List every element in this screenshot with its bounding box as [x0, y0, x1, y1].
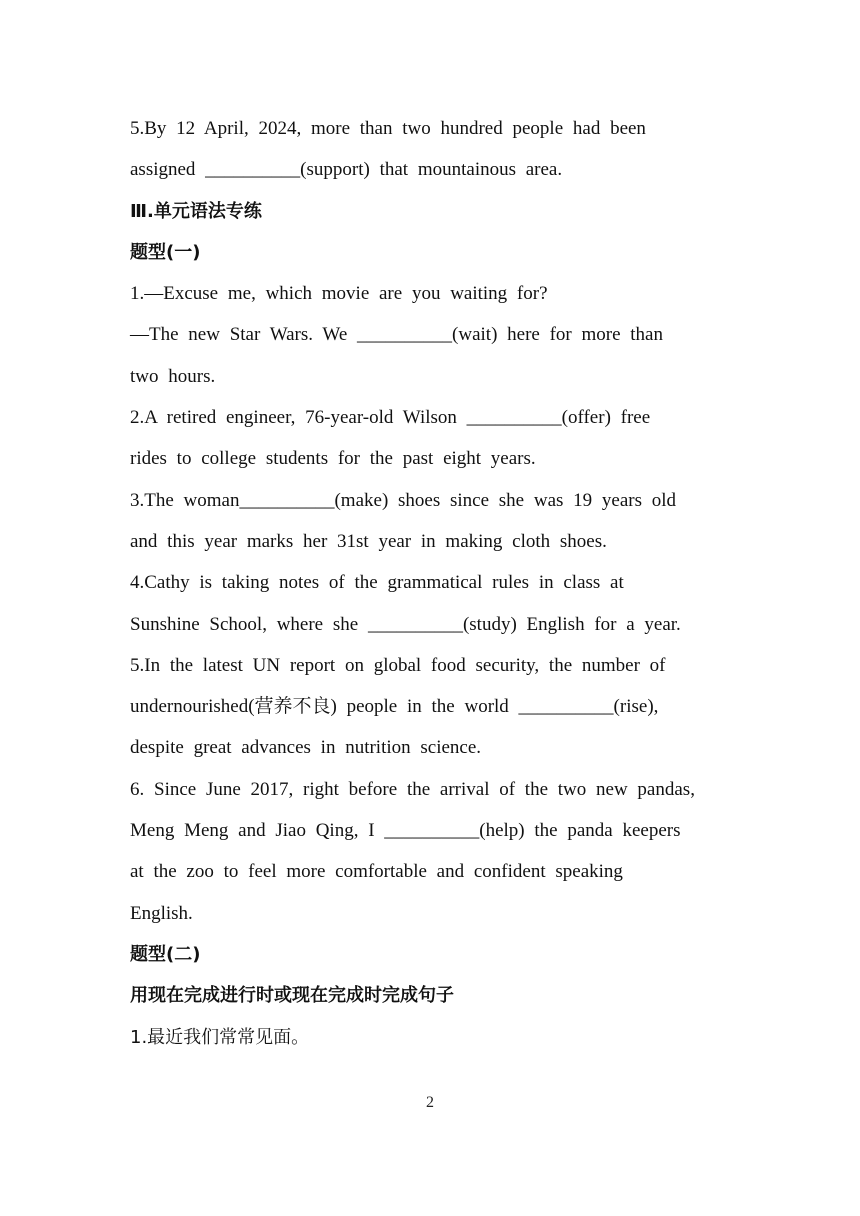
question-type-heading: 题型(二) [130, 943, 201, 965]
text-line: 2.A retired engineer, 76-year-old Wilson __________(offer) free [130, 407, 651, 429]
text-line: rides to college students for the past eight years. [130, 448, 536, 470]
text-line: despite great advances in nutrition science. [130, 737, 482, 759]
text-line: undernourished(营养不良) people in the world __________(rise), [130, 696, 659, 718]
text-line: English. [130, 902, 193, 924]
instruction-heading: 用现在完成进行时或现在完成时完成句子 [130, 985, 454, 1007]
text-line: at the zoo to feel more comfortable and confident speaking [130, 861, 623, 883]
page-content [130, 108, 730, 1058]
text-line: 4.Cathy is taking notes of the grammatical rules in class at [130, 572, 624, 594]
text-line: 5.By 12 April, 2024, more than two hundred people had been [130, 118, 646, 139]
text-line: assigned __________(support) that mountainous area. [130, 159, 563, 181]
text-line: Sunshine School, where she __________(study) English for a year. [130, 613, 681, 635]
page-number: 2 [426, 1094, 434, 1111]
text-line: and this year marks her 31st year in making cloth shoes. [130, 530, 607, 552]
text-line: —The new Star Wars. We __________(wait) here for more than [130, 324, 663, 346]
question-type-heading: 题型(一) [130, 241, 201, 263]
section-heading: Ⅲ.单元语法专练 [130, 200, 262, 222]
text-line: 3.The woman__________(make) shoes since she was 19 years old [130, 489, 677, 511]
text-line: 6. Since June 2017, right before the arrival of the two new pandas, [130, 778, 695, 800]
text-line: 5.In the latest UN report on global food security, the number of [130, 654, 666, 676]
text-line: 1.—Excuse me, which movie are you waiting for? [130, 283, 548, 305]
text-line: Meng Meng and Jiao Qing, I __________(help) the panda keepers [130, 820, 681, 842]
chinese-sentence: 1.最近我们常常见面。 [130, 1026, 310, 1048]
text-line: two hours. [130, 365, 216, 387]
